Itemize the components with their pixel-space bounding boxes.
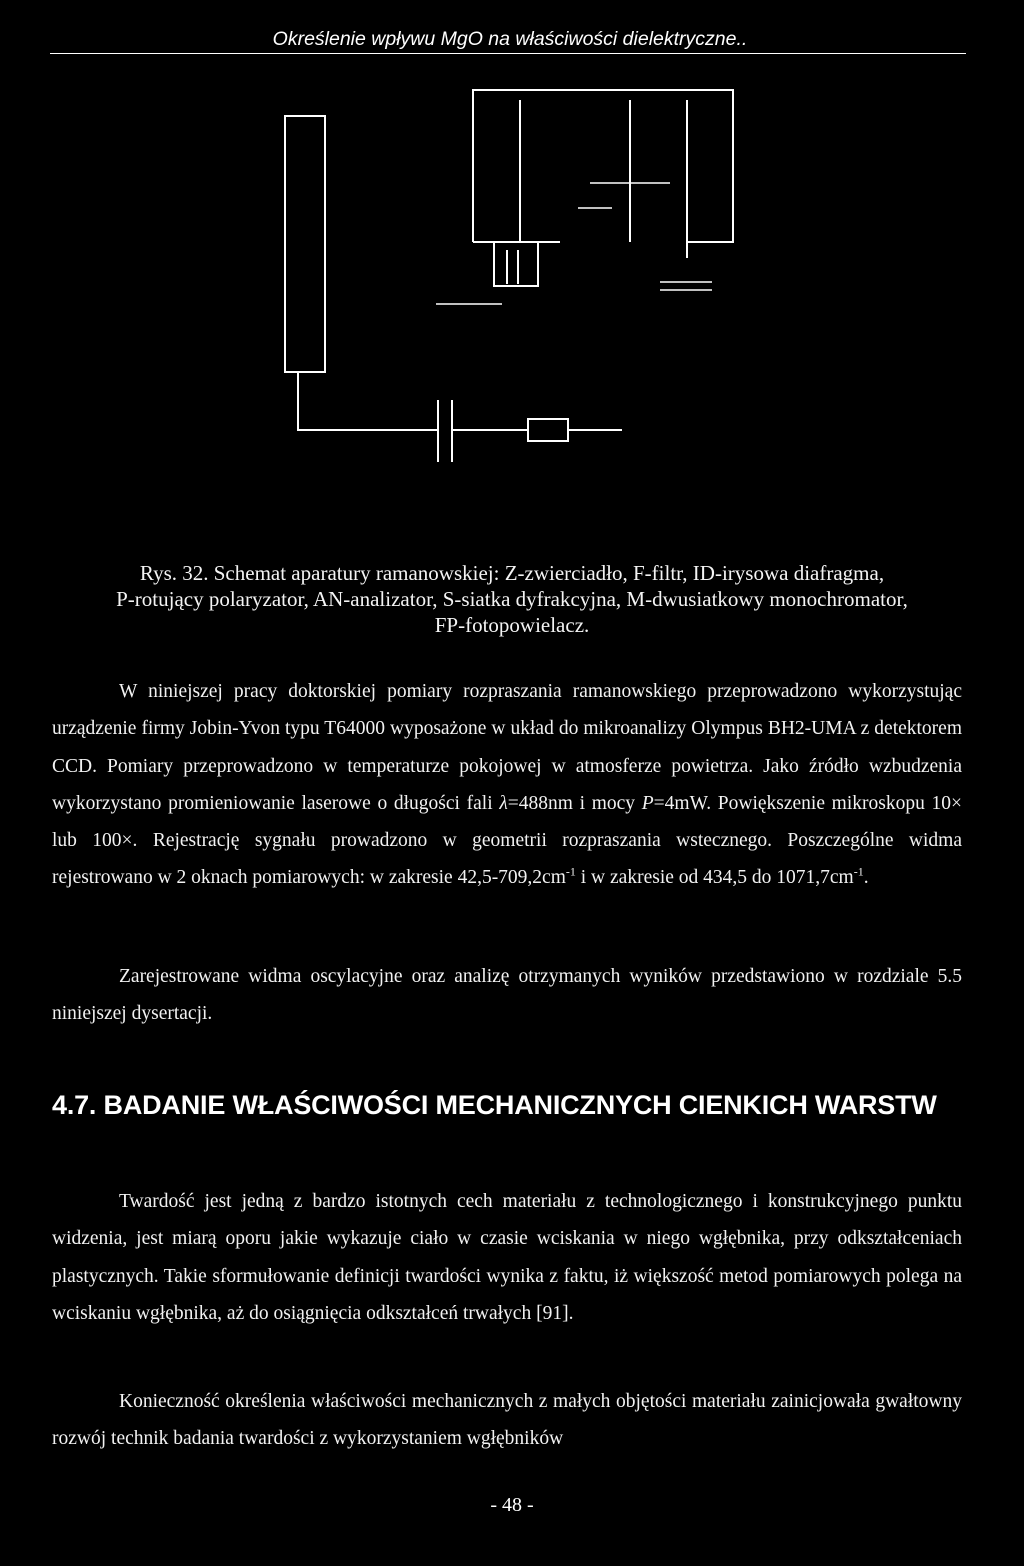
lower-connection: [298, 372, 438, 430]
paragraph-raman-method: [52, 673, 962, 897]
monochromator-outline: [473, 90, 733, 242]
power-symbol: P: [641, 792, 654, 814]
lambda-value: =488nm i mocy: [507, 792, 642, 814]
caption-line: P-rotujący polaryzator, AN-analizator, S-siatka dyfrakcyjna, M-dwusiatkowy monochromator,: [116, 587, 908, 611]
sample-box: [528, 419, 568, 441]
wavenumber-unit-exponent: -1: [565, 864, 576, 879]
figure-caption: [60, 560, 964, 638]
para1-tail: .: [863, 867, 869, 889]
power-value: =4mW. Powiększenie mikroskopu 10× lub 100×. Rejestrację sygnału prowadzono w geometrii rozpraszania wstecznego. Poszczególne widma rejestrowano w 2 oknach pomiarowych: w zakresie 42,5-709,2cm: [52, 792, 963, 889]
page-number: - 48 -: [490, 1494, 534, 1516]
raman-apparatus-schematic: [0, 0, 1024, 520]
caption-line: FP-fotopowielacz.: [434, 613, 590, 637]
para1-mid: i w zakresie od 434,5 do 1071,7cm: [575, 867, 854, 889]
paragraph-results-reference: Zarejestrowane widma oscylacyjne oraz analizę otrzymanych wyników przedstawiono w rozdziale 5.5 niniejszej dysertacji.: [52, 966, 962, 1025]
wavenumber-unit-exponent: -1: [853, 864, 864, 879]
paragraph-hardness-definition: Twardość jest jedną z bardzo istotnych cech materiału z technologicznego i konstrukcyjnego punktu widzenia, jest miarą oporu jakie wykazuje ciało w czasie wciskania w niego wgłębnika, przy odkształceniach plastycznych. Takie sformułowanie definicji twardości wynika z faktu, iż większość metod pomiarowych polega na wciskaniu wgłębnika, aż do osiągnięcia odkształceń trwałych [91].: [52, 1191, 962, 1324]
running-header: Określenie wpływu MgO na właściwości dielektryczne..: [272, 28, 748, 50]
section-heading: 4.7. BADANIE WŁAŚCIWOŚCI MECHANICZNYCH CIENKICH WARSTW: [52, 1090, 937, 1120]
left-column-box: [285, 116, 325, 372]
para1-lead: W niniejszej pracy doktorskiej pomiary rozpraszania ramanowskiego przeprowadzono wykorzystując urządzenie firmy Jobin-Yvon typu T64000 wyposażone w układ do mikroanalizy Olympus BH2-UMA z detektorem CCD. Pomiary przeprowadzono w temperaturze pokojowej w atmosferze powietrza. Jako źródło wzbudzenia wykorzystano promieniowanie laserowe o długości fali: [52, 681, 962, 814]
caption-line: Rys. 32. Schemat aparatury ramanowskiej: Z-zwierciadło, F-filtr, ID-irysowa diafragma,: [139, 561, 885, 585]
detector-box: [494, 242, 538, 286]
lambda-symbol: λ: [499, 792, 508, 814]
paragraph-indentation-methods: Konieczność określenia właściwości mechanicznych z małych objętości materiału zainicjowała gwałtowny rozwój technik badania twardości z wykorzystaniem wgłębników: [52, 1391, 962, 1450]
